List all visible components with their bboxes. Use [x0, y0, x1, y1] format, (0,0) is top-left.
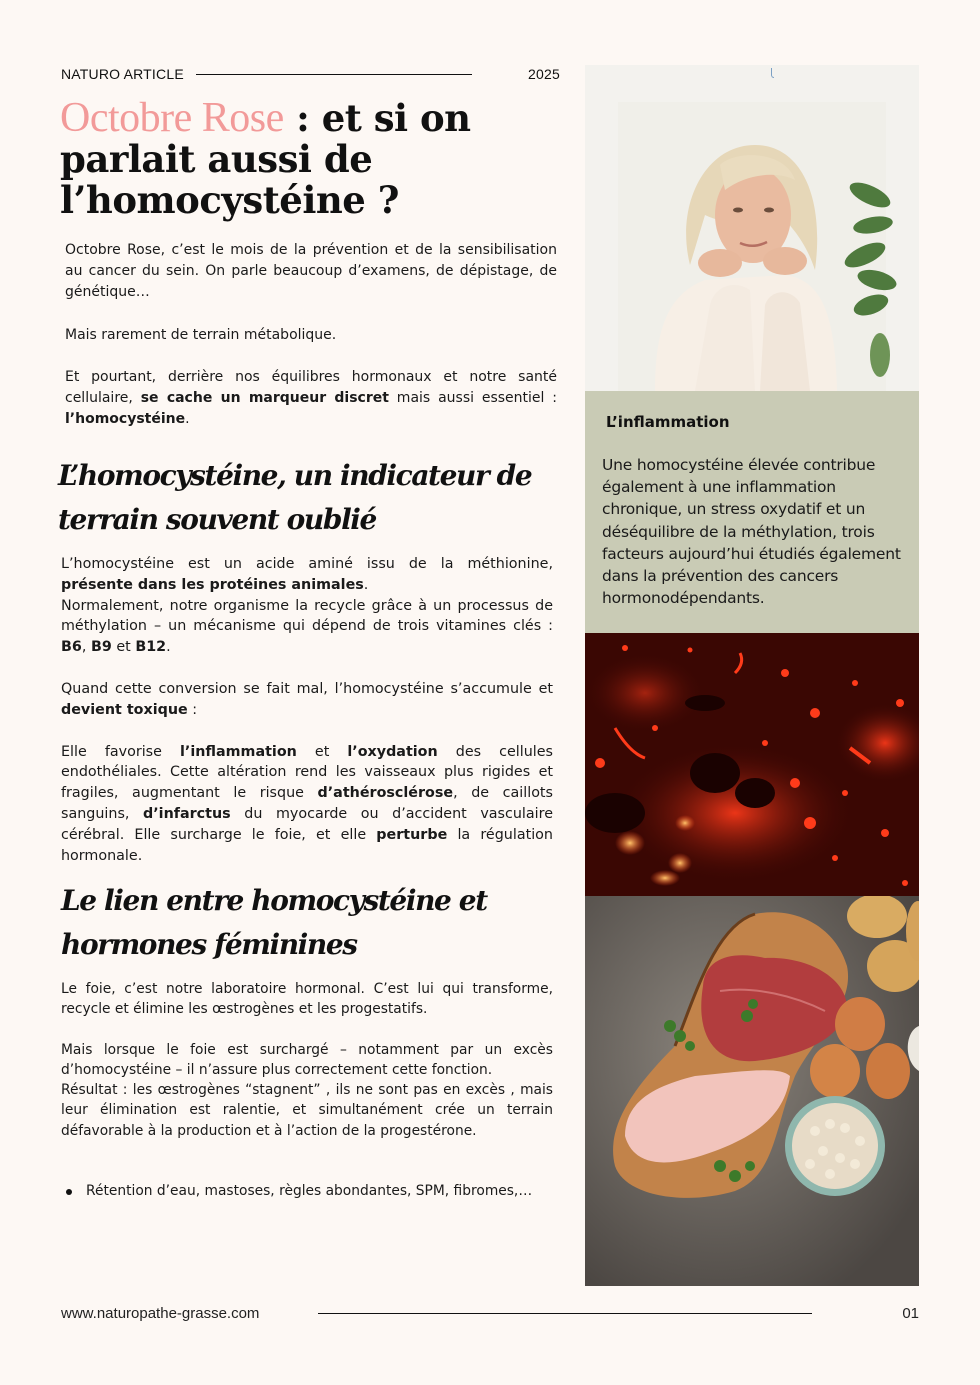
bold-text: d’infarctus	[143, 805, 231, 822]
text: Normalement, notre organisme la recycle grâce à un processus de méthylation – un mécanisme qui dépend de trois vitamines clés :	[61, 597, 553, 635]
text: et	[111, 639, 136, 656]
bold-text: l’inflammation	[180, 743, 297, 760]
text: des cellules endothéliales. Cette altération rend les vaisseaux plus rigides et fragiles, augmentant le risque	[61, 743, 554, 802]
text: et	[296, 743, 348, 760]
microscopy-illustration	[585, 633, 919, 896]
intro	[65, 240, 557, 430]
food-illustration	[585, 896, 919, 1286]
section-indicator-body	[61, 554, 553, 866]
vitamin-b9: B9	[90, 639, 112, 656]
portrait-illustration	[585, 65, 919, 391]
text: .	[166, 639, 171, 656]
section2-paragraph-3: Résultat : les œstrogènes “stagnent” , ils ne sont pas en excès , mais leur élimination est ralentie, et simultanément crée un terrain défavorable à la production et à l’action de la progestérone.	[61, 1082, 553, 1139]
title-rest: : et si on parlait aussi de l’homocystéine ?	[60, 96, 471, 222]
footer-rule	[318, 1313, 812, 1314]
text: .	[185, 411, 190, 428]
section1-paragraph-4	[61, 742, 553, 867]
text: ,	[81, 639, 91, 656]
text: Et pourtant, derrière nos équilibres hormonaux et notre santé cellulaire,	[65, 368, 557, 407]
sidebar	[585, 65, 919, 1286]
section-hormones-body	[61, 979, 553, 1201]
intro-paragraph-2: Mais rarement de terrain métabolique.	[65, 326, 337, 343]
text: .	[363, 576, 369, 593]
text: mais aussi essentiel :	[388, 390, 558, 407]
text: L’homocystéine est un acide aminé issu de la méthionine,	[61, 556, 553, 572]
bold-text: l’oxydation	[347, 743, 438, 760]
article-header	[61, 64, 560, 84]
protein-foods-image	[585, 896, 919, 1286]
article-footer	[61, 1303, 919, 1323]
text: Quand cette conversion se fait mal, l’homocystéine s’accumule et	[61, 680, 553, 697]
bold-text: présente dans les protéines animales	[61, 576, 364, 593]
page-number: 01	[902, 1304, 919, 1322]
callout-title: L’inflammation	[606, 413, 730, 431]
callout-text: Une homocystéine élevée contribue également à une inflammation chronique, un stress oxydatif et un déséquilibre de la méthylation, trois facteurs aujourd’hui étudiés également dans la prévention des cancers hormonodépendants.	[602, 456, 901, 608]
section2-paragraph-1: Le foie, c’est notre laboratoire hormonal. C’est lui qui transforme, recycle et élimine les œstrogènes et les progestatifs.	[61, 981, 553, 1018]
header-rule	[196, 74, 472, 75]
text: , de caillots sanguins,	[61, 785, 553, 822]
vitamin-b12: B12	[135, 639, 167, 656]
title-accent: Octobre Rose	[60, 95, 284, 141]
intro-paragraph-3	[65, 367, 557, 431]
intro-paragraph-1: Octobre Rose, c’est le mois de la prévention et de la sensibilisation au cancer du sein. On parle beaucoup d’examens, de dépistage, de génétique…	[65, 242, 557, 301]
text: :	[187, 701, 198, 718]
section1-paragraph-1	[61, 554, 553, 596]
microscopy-image	[585, 633, 919, 896]
inflammation-callout	[585, 391, 919, 633]
header-year: 2025	[528, 66, 560, 82]
bold-text: se cache un marqueur discret	[140, 390, 389, 407]
bold-text: devient toxique	[61, 701, 188, 718]
text: la régulation hormonale.	[61, 826, 553, 864]
footer-website-link[interactable]: www.naturopathe-grasse.com	[61, 1304, 260, 1322]
bold-text: d’athérosclérose	[317, 785, 454, 802]
text: Elle favorise	[61, 743, 180, 760]
section1-paragraph-2	[61, 596, 553, 658]
bold-text: l’homocystéine	[65, 411, 186, 428]
text: du myocarde ou d’accident vasculaire cérébral. Elle surcharge le foie, et elle	[61, 805, 553, 843]
vitamin-b6: B6	[61, 639, 82, 656]
portrait-photo	[585, 65, 919, 391]
section-heading-hormones: Le lien entre homocystéine et hormones féminines	[61, 884, 487, 961]
section-heading-indicator: L’homocystéine, un indicateur de terrain souvent oublié	[58, 459, 532, 536]
page-title	[60, 95, 560, 222]
list-item: Rétention d’eau, mastoses, règles abondantes, SPM, fibromes,…	[61, 1181, 553, 1201]
bold-text: perturbe	[376, 826, 448, 843]
section1-paragraph-3	[61, 679, 553, 721]
header-label: NATURO ARTICLE	[61, 66, 184, 82]
section2-paragraph-2: Mais lorsque le foie est surchargé – notamment par un excès d’homocystéine – il n’assure plus correctement cette fonction.	[61, 1041, 553, 1078]
symptoms-list	[61, 1181, 553, 1201]
